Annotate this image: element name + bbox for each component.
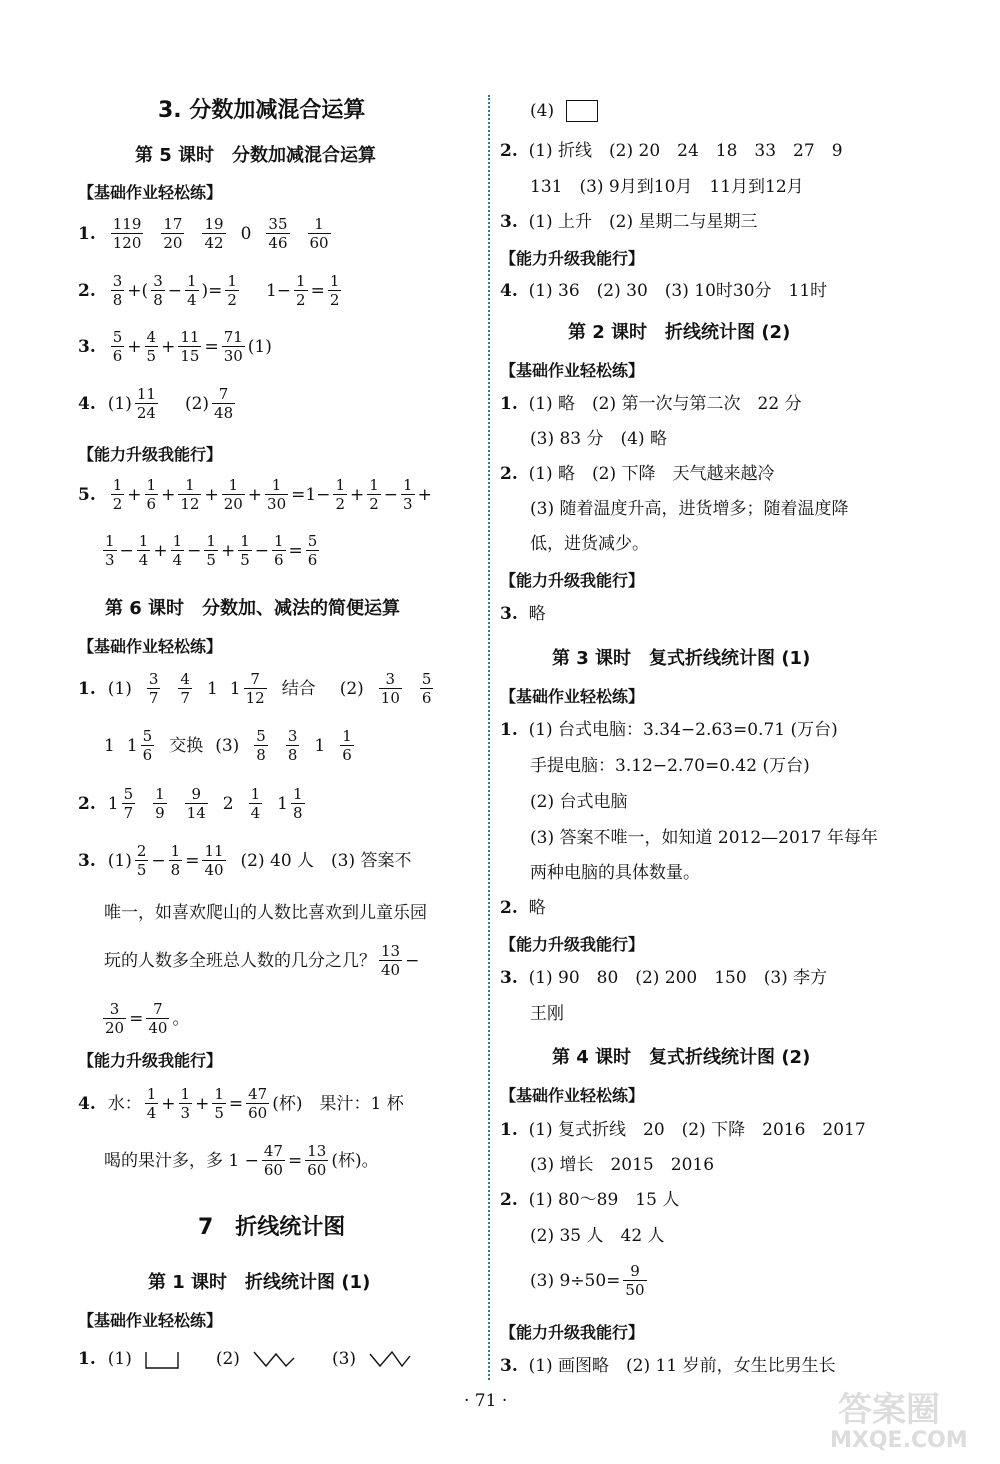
l5-question-1: 1. $\frac{119}{120}$ $\frac{17}{20}$ $\frac{19}{42}$ 0 $\frac{35}{46}$ $\frac{1}{60}$ <box>78 215 329 252</box>
lesson-3-title: 第 3 课时 复式折线统计图 (1) <box>552 648 811 669</box>
u7-question-1: 1. (1) (2) (3) <box>78 1348 412 1370</box>
l2-question-2-line-2: (3) 随着温度升高，进货增多；随着温度降 <box>530 499 849 519</box>
l4-question-2-line-2: (2) 35 人 42 人 <box>530 1226 665 1246</box>
l6-question-4-line-2: 喝的果汁多，多 1 − $\frac{47}{60}$ = $\frac{13}{60}$ (杯)。 <box>104 1142 379 1179</box>
lesson-4-title: 第 4 课时 复式折线统计图 (2) <box>552 1047 811 1068</box>
line-shape-zigzag <box>252 1348 296 1370</box>
l2-question-1-line-1: 1. (1) 略 (2) 第一次与第二次 22 分 <box>500 394 802 414</box>
section-title: 3. 分数加减混合运算 <box>158 98 366 123</box>
lesson-2-title: 第 2 课时 折线统计图 (2) <box>568 322 791 343</box>
l5-question-4: 4. (1) $\frac{11}{24}$ (2) $\frac{7}{48}$ <box>78 385 234 422</box>
l4-question-2-line-1: 2. (1) 80～89 15 人 <box>500 1190 680 1210</box>
l3-question-3-line-1: 3. (1) 90 80 (2) 200 150 (3) 李方 <box>500 968 828 988</box>
basic-practice-header: 【基础作业轻松练】 <box>78 637 223 656</box>
basic-practice-header: 【基础作业轻松练】 <box>78 1311 223 1330</box>
l3-question-3-line-2: 王刚 <box>530 1004 564 1024</box>
l5-question-2: 2. $\frac{3}{8}$ +( $\frac{3}{8}$ − $\frac{1}{4}$ )= $\frac{1}{2}$ 1− $\frac{1}{2}$ = $\frac{1}{2}$ <box>78 272 340 309</box>
l4-question-1-line-1: 1. (1) 复式折线 20 (2) 下降 2016 2017 <box>500 1120 866 1140</box>
l5-question-5-line-2: $\frac{1}{3}$ − $\frac{1}{4}$ + $\frac{1}{4}$ − $\frac{1}{5}$ + $\frac{1}{5}$ − $\frac{1}{6}$ = $\frac{5}{6}$ <box>105 532 318 569</box>
watermark-url: MXQE.COM <box>830 1428 968 1453</box>
basic-practice-header: 【基础作业轻松练】 <box>78 183 223 202</box>
advanced-practice-header: 【能力升级我能行】 <box>78 445 223 464</box>
l6-question-4-line-1: 4. 水： $\frac{1}{4}$ + $\frac{1}{3}$ + $\frac{1}{5}$ = $\frac{47}{60}$ (杯) 果汁：1 杯 <box>78 1085 404 1122</box>
lesson-6-title: 第 6 课时 分数加、减法的简便运算 <box>105 598 401 619</box>
page-number: · 71 · <box>464 1391 508 1411</box>
basic-practice-header: 【基础作业轻松练】 <box>500 361 645 380</box>
r-q1-item-4: (4) <box>530 100 598 122</box>
watermark-logo: 答案圈 <box>838 1390 940 1430</box>
l6-question-3-line-1: 3. (1) $\frac{2}{5}$ − $\frac{1}{8}$ = $\frac{11}{40}$ (2) 40 人 (3) 答案不 <box>78 842 412 879</box>
basic-practice-header: 【基础作业轻松练】 <box>500 687 645 706</box>
column-divider <box>488 95 490 1380</box>
l2-question-2-line-1: 2. (1) 略 (2) 下降 天气越来越冷 <box>500 464 775 484</box>
line-shape-zigzag <box>368 1348 412 1370</box>
l3-question-2: 2. 略 <box>500 898 546 918</box>
l6-question-1-line-1: 1. (1) $\frac{3}{7}$ $\frac{4}{7}$ 1 1 $\frac{7}{12}$ 结合 (2) $\frac{3}{10}$ $\frac{5}{6}$ <box>78 670 432 707</box>
advanced-practice-header: 【能力升级我能行】 <box>500 249 645 268</box>
l4-question-3: 3. (1) 画图略 (2) 11 岁前，女生比男生长 <box>500 1356 836 1376</box>
r-question-4: 4. (1) 36 (2) 30 (3) 10时30分 11时 <box>500 281 828 301</box>
l2-question-1-line-2: (3) 83 分 (4) 略 <box>530 429 668 449</box>
unit-7-title: 7 折线统计图 <box>198 1215 346 1240</box>
l5-question-3: 3. $\frac{5}{6}$ + $\frac{4}{5}$ + $\frac{11}{15}$ = $\frac{71}{30}$ (1) <box>78 328 272 365</box>
l3-question-1-line-2: 手提电脑：3.12−2.70=0.42 (万台) <box>530 756 810 776</box>
r-question-2-line-2: 131 (3) 9月到10月 11月到12月 <box>530 177 804 197</box>
l3-question-1-line-5: 两种电脑的具体数量。 <box>530 863 700 883</box>
advanced-practice-header: 【能力升级我能行】 <box>500 935 645 954</box>
l6-question-1-line-2: 1 1 $\frac{5}{6}$ 交换 (3) $\frac{5}{8}$ $\frac{3}{8}$ 1 $\frac{1}{6}$ <box>104 727 352 764</box>
lesson-1-title: 第 1 课时 折线统计图 (1) <box>148 1272 371 1293</box>
r-question-3: 3. (1) 上升 (2) 星期二与星期三 <box>500 212 758 232</box>
l2-question-3: 3. 略 <box>500 604 546 624</box>
l4-question-2-line-3: (3) 9÷50= $\frac{9}{50}$ <box>530 1262 645 1299</box>
advanced-practice-header: 【能力升级我能行】 <box>500 1323 645 1342</box>
l4-question-1-line-2: (3) 增长 2015 2016 <box>530 1155 715 1175</box>
l6-question-3-line-4: $\frac{3}{20}$ = $\frac{7}{40}$ 。 <box>105 1000 190 1037</box>
advanced-practice-header: 【能力升级我能行】 <box>78 1051 223 1070</box>
lesson-5-title: 第 5 课时 分数加减混合运算 <box>135 145 377 166</box>
l3-question-1-line-1: 1. (1) 台式电脑：3.34−2.63=0.71 (万台) <box>500 720 838 740</box>
advanced-practice-header: 【能力升级我能行】 <box>500 571 645 590</box>
l6-question-2: 2. 1 $\frac{5}{7}$ $\frac{1}{9}$ $\frac{9}{14}$ 2 $\frac{1}{4}$ 1 $\frac{1}{8}$ <box>78 785 303 822</box>
line-shape-flat <box>144 1348 180 1370</box>
l3-question-1-line-3: (2) 台式电脑 <box>530 792 628 812</box>
answer-box <box>566 100 598 122</box>
basic-practice-header: 【基础作业轻松练】 <box>500 1086 645 1105</box>
l3-question-1-line-4: (3) 答案不唯一，如知道 2012—2017 年每年 <box>530 828 878 848</box>
l6-question-3-line-3: 玩的人数多全班总人数的几分之几？ $\frac{13}{40}$ − <box>104 942 420 979</box>
l5-question-5-line-1: 5. $\frac{1}{2}$ + $\frac{1}{6}$ + $\frac{1}{12}$ + $\frac{1}{20}$ + $\frac{1}{30}$ =1− $\frac{1}{2}$ + $\frac{1}{2}$ − $\frac{1}{3}$ + <box>78 476 432 513</box>
l2-question-2-line-3: 低，进货减少。 <box>530 534 649 554</box>
r-question-2-line-1: 2. (1) 折线 (2) 20 24 18 33 27 9 <box>500 141 843 161</box>
l6-question-3-line-2: 唯一，如喜欢爬山的人数比喜欢到儿童乐园 <box>104 903 427 923</box>
